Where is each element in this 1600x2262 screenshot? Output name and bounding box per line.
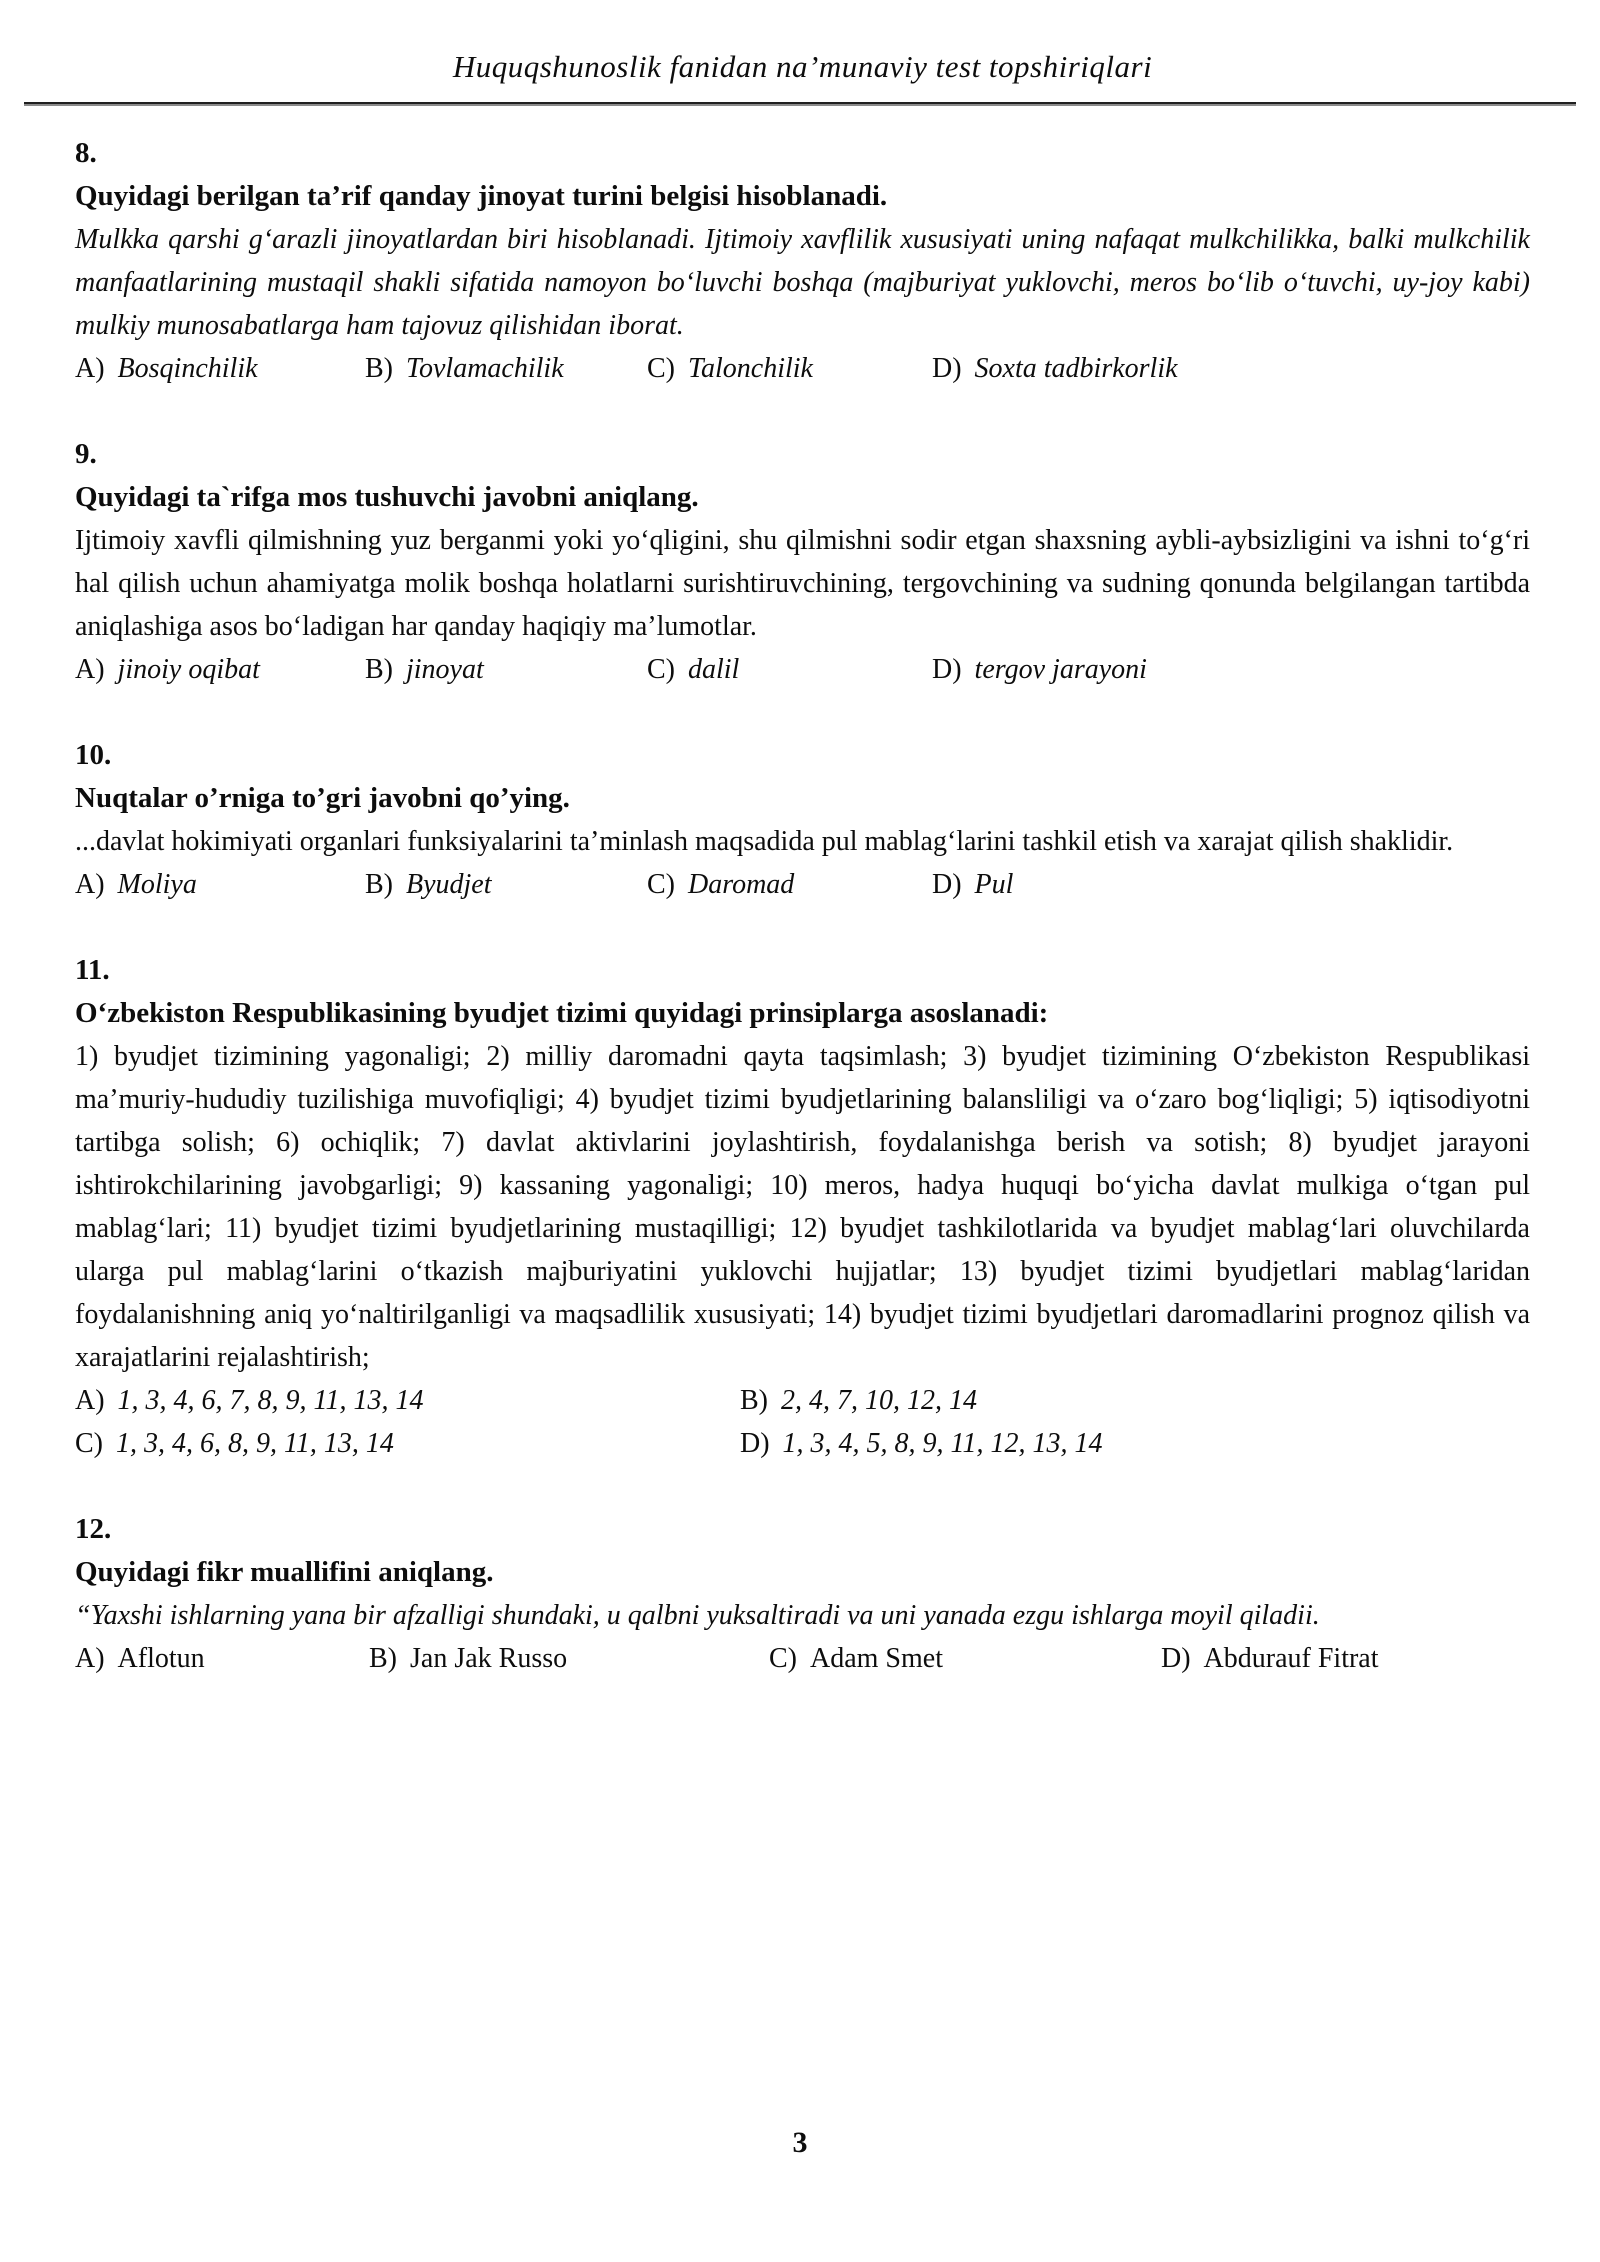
questions-list bbox=[75, 132, 1530, 1680]
option-letter: C) bbox=[647, 869, 675, 900]
option-a bbox=[75, 1637, 369, 1680]
question-body: “Yaxshi ishlarning yana bir afzalligi shundaki, u qalbni yuksaltiradi va uni yanada ezgu ishlarga moyil qiladii. bbox=[75, 1600, 1320, 1631]
option-letter: D) bbox=[932, 869, 962, 900]
option-text: 1, 3, 4, 6, 8, 9, 11, 13, 14 bbox=[116, 1428, 394, 1459]
page-title: Huquqshunoslik fanidan na’munaviy test topshiriqlari bbox=[452, 49, 1153, 84]
option-a bbox=[75, 347, 365, 390]
question-11 bbox=[75, 949, 1530, 1465]
question-number: 8. bbox=[75, 137, 97, 169]
option-letter: C) bbox=[647, 353, 675, 384]
option-text: 2, 4, 7, 10, 12, 14 bbox=[781, 1385, 977, 1416]
question-number: 11. bbox=[75, 954, 110, 986]
page-number: 3 bbox=[792, 2126, 808, 2159]
question-body: 1) byudjet tizimining yagonaligi; 2) milliy daromadni qayta taqsimlash; 3) byudjet tizimining O‘zbekiston Respublikasi ma’muriy-hududiy tuzilishiga muvofiqligi; 4) byudjet tizimi byudjetlarining balansliligi va o‘zaro bog‘liqligi; 5) iqtisodiyotni tartibga solish; 6) ochiqlik; 7) davlat aktivlarini joylashtirish, foydalanishga berish va sotish; 8) byudjet jarayoni ishtirokchilarining javobgarligi; 9) kassaning yagonaligi; 10) meros, hadya huquqi bo‘yicha davlat mulkiga o‘tgan pul mablag‘lari; 11) byudjet tizimi byudjetlarining mustaqilligi; 12) byudjet tashkilotlarida va byudjet mablag‘lari oluvchilarda ularga pul mablag‘larini o‘tkazish majburiyatini yuklovchi hujjatlar; 13) byudjet tizimi byudjetlari mablag‘laridan foydalanishning aniq yo‘naltirilganligi va maqsadlilik xususiyati; 14) byudjet tizimi byudjetlari daromadlarini prognoz qilish va xarajatlarini rejalashtirish; bbox=[75, 1041, 1530, 1373]
option-text: Talonchilik bbox=[688, 353, 813, 384]
option-letter: D) bbox=[932, 654, 962, 685]
option-d bbox=[1161, 1637, 1530, 1680]
option-b bbox=[369, 1637, 769, 1680]
option-text: Adam Smet bbox=[810, 1643, 943, 1674]
question-12 bbox=[75, 1508, 1530, 1680]
option-letter: C) bbox=[769, 1643, 797, 1674]
option-letter: B) bbox=[365, 353, 393, 384]
option-c bbox=[647, 347, 932, 390]
question-number: 9. bbox=[75, 438, 97, 470]
option-text: 1, 3, 4, 6, 7, 8, 9, 11, 13, 14 bbox=[117, 1385, 424, 1416]
question-number: 12. bbox=[75, 1513, 112, 1545]
question-heading: Nuqtalar o’rniga to’gri javobni qo’ying. bbox=[75, 782, 570, 814]
option-text: jinoyat bbox=[406, 654, 484, 685]
option-a bbox=[75, 648, 365, 691]
options-grid bbox=[75, 1379, 1530, 1465]
option-letter: A) bbox=[75, 869, 105, 900]
option-text: Daromad bbox=[688, 869, 795, 900]
option-b bbox=[365, 863, 647, 906]
options-row bbox=[75, 347, 1530, 390]
option-letter: A) bbox=[75, 1643, 105, 1674]
option-d bbox=[740, 1422, 1530, 1465]
option-b bbox=[740, 1379, 1530, 1422]
question-body: Ijtimoiy xavfli qilmishning yuz berganmi yoki yo‘qligini, shu qilmishni sodir etgan shaxsning aybli-aybsizligini va ishni to‘g‘ri hal qilish uchun ahamiyatga molik boshqa holatlarni surishtiruvchining, tergovchining va sudning qonunda belgilangan tartibda aniqlashiga asos bo‘ladigan har qanday haqiqiy ma’lumotlar. bbox=[75, 525, 1530, 642]
options-row bbox=[75, 863, 1530, 906]
option-d bbox=[932, 863, 1530, 906]
option-text: Aflotun bbox=[117, 1643, 205, 1674]
option-text: Abdurauf Fitrat bbox=[1203, 1643, 1379, 1674]
option-text: jinoiy oqibat bbox=[117, 654, 260, 685]
option-letter: C) bbox=[75, 1428, 103, 1459]
option-text: Soxta tadbirkorlik bbox=[974, 353, 1178, 384]
option-text: Moliya bbox=[117, 869, 197, 900]
option-letter: A) bbox=[75, 654, 105, 685]
question-heading: Quyidagi fikr muallifini aniqlang. bbox=[75, 1556, 494, 1588]
option-text: Pul bbox=[974, 869, 1014, 900]
option-c bbox=[647, 863, 932, 906]
option-letter: A) bbox=[75, 353, 105, 384]
option-b bbox=[365, 347, 647, 390]
options-row bbox=[75, 1637, 1530, 1680]
option-text: Jan Jak Russo bbox=[410, 1643, 568, 1674]
option-text: Bosqinchilik bbox=[117, 353, 258, 384]
options-row bbox=[75, 648, 1530, 691]
option-letter: B) bbox=[365, 654, 393, 685]
option-letter: A) bbox=[75, 1385, 105, 1416]
option-letter: C) bbox=[647, 654, 675, 685]
option-letter: D) bbox=[740, 1428, 770, 1459]
option-a bbox=[75, 863, 365, 906]
option-text: tergov jarayoni bbox=[974, 654, 1147, 685]
option-c bbox=[75, 1422, 740, 1465]
option-letter: D) bbox=[932, 353, 962, 384]
option-b bbox=[365, 648, 647, 691]
question-body: ...davlat hokimiyati organlari funksiyalarini ta’minlash maqsadida pul mablag‘larini tashkil etish va xarajat qilish shaklidir. bbox=[75, 826, 1454, 857]
option-letter: B) bbox=[365, 869, 393, 900]
option-c bbox=[647, 648, 932, 691]
option-text: dalil bbox=[688, 654, 740, 685]
option-letter: D) bbox=[1161, 1643, 1191, 1674]
question-heading: Quyidagi berilgan ta’rif qanday jinoyat turini belgisi hisoblanadi. bbox=[75, 180, 888, 212]
question-9 bbox=[75, 433, 1530, 691]
question-number: 10. bbox=[75, 739, 112, 771]
option-text: Tovlamachilik bbox=[406, 353, 564, 384]
question-heading: Quyidagi ta`rifga mos tushuvchi javobni aniqlang. bbox=[75, 481, 699, 513]
question-10 bbox=[75, 734, 1530, 906]
option-letter: B) bbox=[740, 1385, 768, 1416]
option-c bbox=[769, 1637, 1161, 1680]
header-divider bbox=[24, 102, 1576, 106]
option-a bbox=[75, 1379, 740, 1422]
option-d bbox=[932, 347, 1530, 390]
question-body: Mulkka qarshi g‘arazli jinoyatlardan biri hisoblanadi. Ijtimoiy xavflilik xususiyati uning nafaqat mulkchilikka, balki mulkchilik manfaatlarining mustaqil shakli sifatida namoyon bo‘luvchi boshqa (majburiyat yuklovchi, meros bo‘lib o‘tuvchi, uy-joy kabi) mulkiy munosabatlarga ham tajovuz qilishidan iborat. bbox=[75, 224, 1530, 341]
question-8 bbox=[75, 132, 1530, 390]
option-text: Byudjet bbox=[406, 869, 492, 900]
option-text: 1, 3, 4, 5, 8, 9, 11, 12, 13, 14 bbox=[782, 1428, 1103, 1459]
question-heading: O‘zbekiston Respublikasining byudjet tizimi quyidagi prinsiplarga asoslanadi: bbox=[75, 997, 1049, 1029]
option-d bbox=[932, 648, 1530, 691]
option-letter: B) bbox=[369, 1643, 397, 1674]
page-header bbox=[75, 48, 1530, 106]
